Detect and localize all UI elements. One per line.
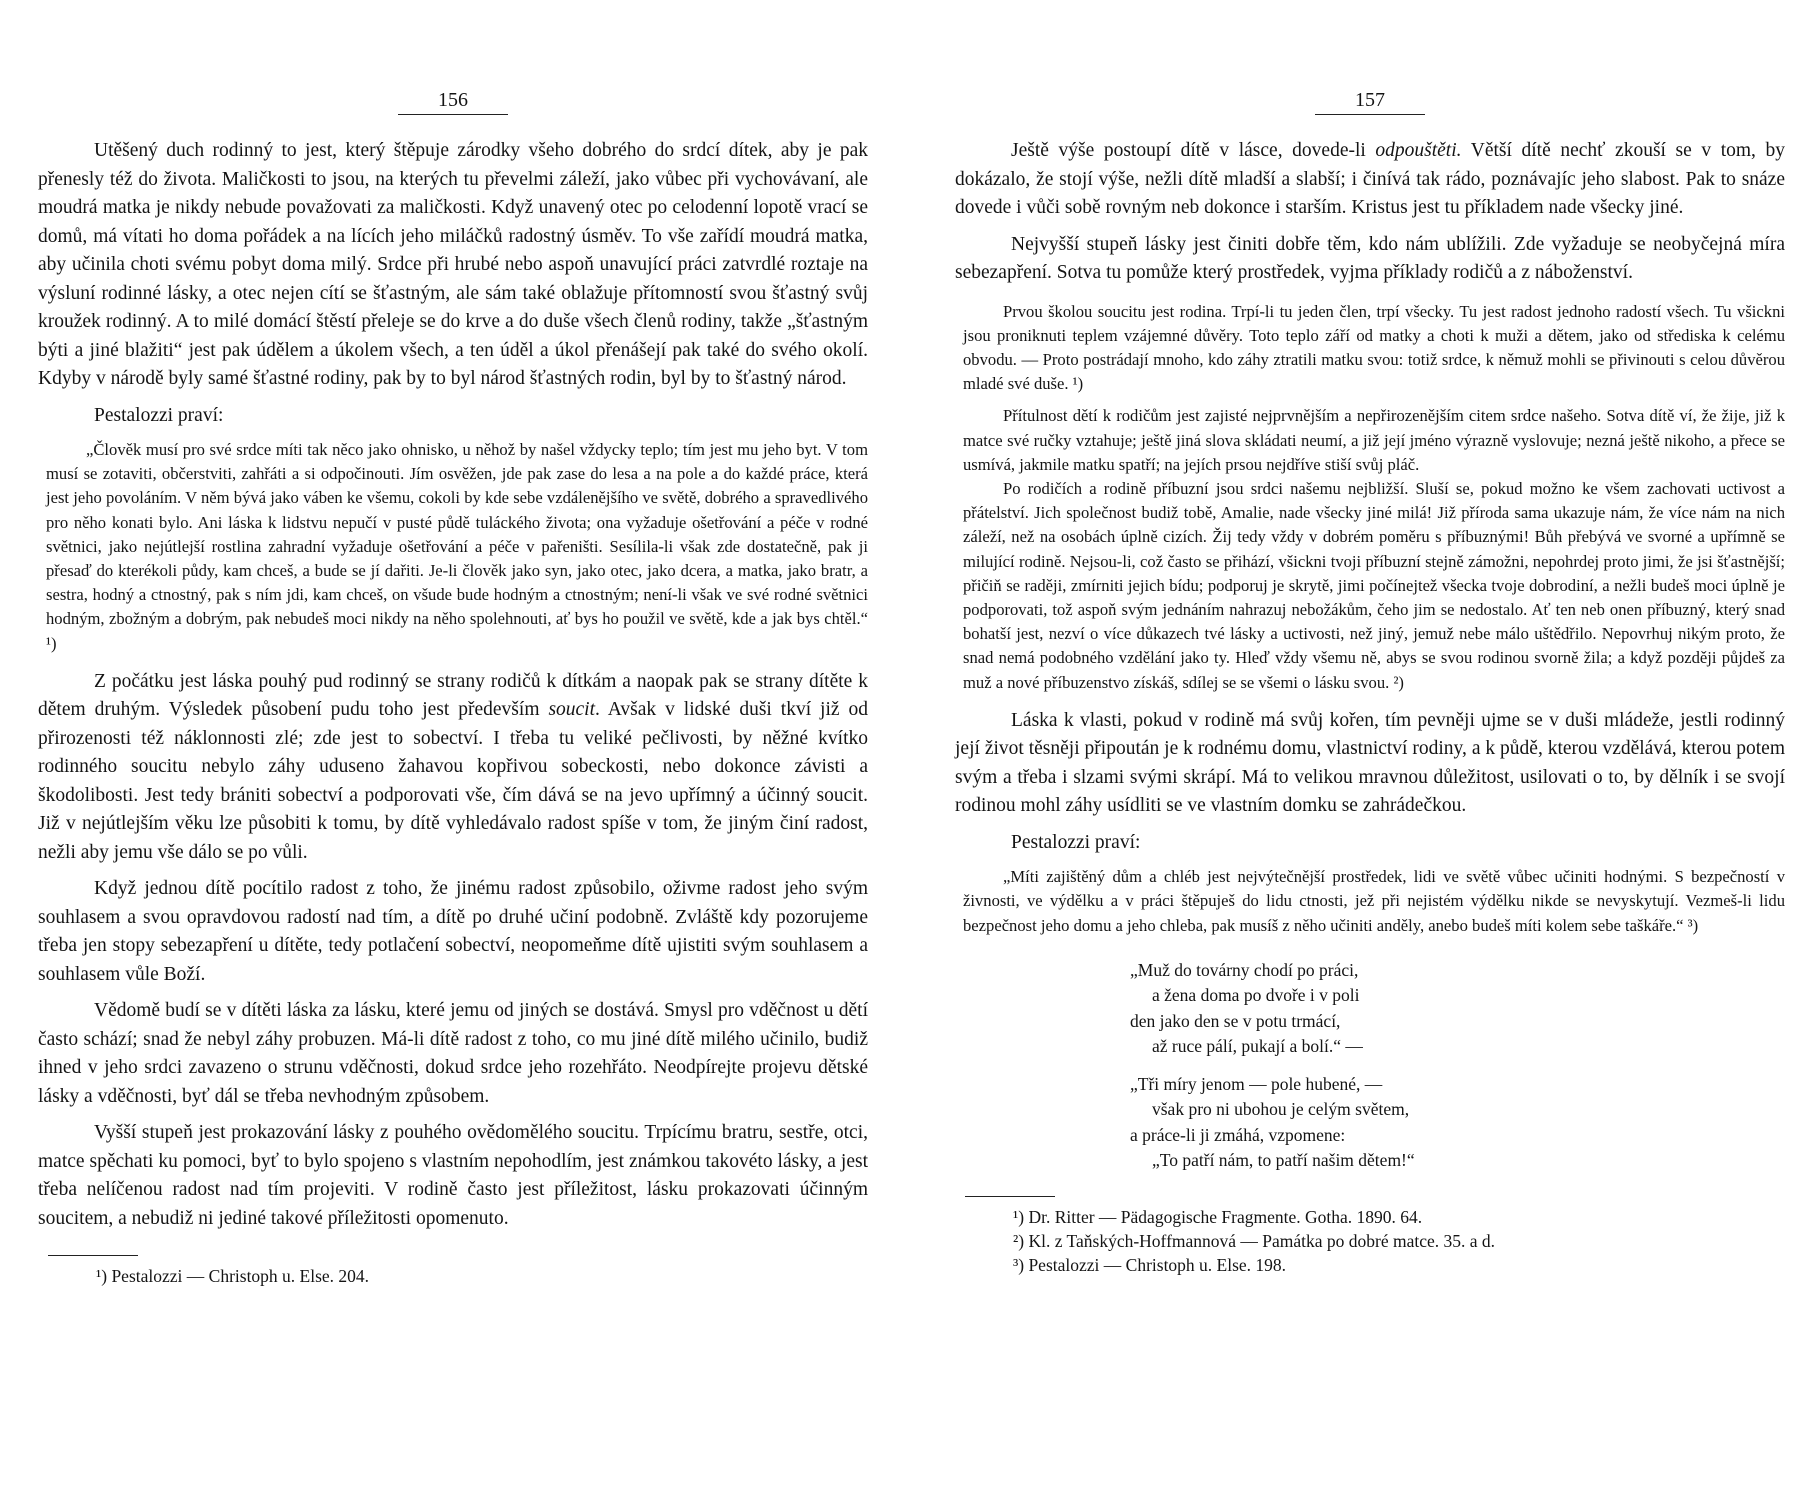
paragraph xyxy=(38,668,868,868)
left-page xyxy=(38,60,868,1480)
footnote: ¹) Pestalozzi — Christoph u. Else. 204. xyxy=(96,1266,370,1287)
block-quote: „Člověk musí pro své srdce míti tak něco jako ohnisko, u něhož by našel vždycky teplo; tím jest mu jeho byt. V tom musí se zotaviti, občerstviti, zahřáti a si odpočinouti. Jím osvěžen, jde pak zase do lesa a na pole a do každé práce, která jest jeho povoláním. V něm bývá jako váben ke všemu, cokoli by kde sebe vzdálenějšího ve světě, dobrého a spravedlivého pro něho konati bylo. Ani láska k lidstvu nepučí v pusté půdě tuláckého života; ona vyžaduje ošetřování a péče v rodné světnici, jako nejútlejší rostlina zahradní vyžaduje ošetřování a péče v pařeništi. Sesílila-li však zde dostatečně, pak ji přesaď do kterékoli půdy, kam chceš, a bude se jí dařiti. Je-li člověk jako syn, jako otec, jako dcera, a matka, jako bratr, a sestra, hodný a ctnostný, pak s ním jdi, kam chceš, on všude bude hodným a ctnostným; není-li však ve své rodné světnici hodným, zbožným a dobrým, pak nebudeš moci nikdy na něho spolehnouti, ať bys ho použil ve světě, kde a jak bys chtěl.“ ¹) xyxy=(46,440,868,653)
paragraph-text: Z počátku jest láska pouhý pud rodinný se strany rodičů k dítkám a naopak pak se strany dítěte k dětem druhým. Výsledek působení pudu toho jest především xyxy=(38,670,868,721)
footnote-rule xyxy=(965,1196,1055,1197)
footnote: ³) Pestalozzi — Christoph u. Else. 198. xyxy=(1013,1254,1287,1275)
paragraph-text: Ještě výše postoupí dítě v lásce, dovede-li xyxy=(1011,140,1376,161)
paragraph-text: . Avšak v lidské duši tkví již od přirozenosti též náklonnosti zlé; zde jest to sobectví. I třeba tu veliké pečlivosti, by něžné kvítko rodinného soucitu nebylo záhy uduseno žahavou kopřivou sobeckosti, nebo dokonce závisti a škodolibosti. Jest tedy brániti sobectví a podporovati vše, čím dává se na jevo upřímný a účinný soucit. Již v nejútlejším věku lze působiti k tomu, by dítě vyhledávalo radost spíše v tom, že jiným činí radost, nežli aby jemu vše dálo se po vůli. xyxy=(38,699,868,863)
header-rule xyxy=(398,114,508,115)
poem-line: a práce-li ji zmáhá, vzpomene: xyxy=(1130,1124,1346,1145)
block-quote: Po rodičích a rodině příbuzní jsou srdci našemu nejbližší. Sluší se, pokud možno ke všem zachovati uctivost a přátelství. Jich společnost budiž tobě, Amalie, nade všecky jiné milá! Již příroda sama ukazuje nám, že více nám na nich záleží, než na osobách úplně cizích. Žij tedy vždy v dobrém poměru s příbuznými! Bůh přebývá ve svorné a upřímně se milující rodině. Nejsou-li, což často se přihází, všickni tvoji příbuzní stejně zámožni, nepohrdej proto jimi, že jsi šťastnější; přičiň se raději, zmírniti jejich bídu; podporuj je skrytě, jimi počínejtež všecka tvoje dobrodiní, a nežli budeš moci úplně je podporovati, tož aspoň svým jednáním nahrazuj nebožákům, čeho jim se nedostalo. Ať ten neb onen příbuzný, který snad bohatší jest, nezví o více důkazech tvé lásky a uctivosti, než jiný, jemuž nebe málo uštědřilo. Nepovrhuj nikým proto, že snad nemá podobného vzdělání jako ty. Hleď vždy všemu ně, abys se svou rodinou svorně žila; a když později půjdeš za muž a nové příbuzenstvo získáš, sdílej se se všemi o lásku svou. ²) xyxy=(963,478,1785,692)
footnote: ²) Kl. z Taňských-Hoffmannová — Památka po dobré matce. 35. a d. xyxy=(1013,1230,1496,1251)
poem-line: až ruce pálí, pukají a bolí.“ — xyxy=(1152,1036,1363,1057)
paragraph: Vědomě budí se v dítěti láska za lásku, které jemu od jiných se dostává. Smysl pro vděčnost u dětí často schází; snad že nebyl záhy probuzen. Má-li dítě radost z toho, co mu jiné dítě milého učinilo, budiž ihned v jeho srdci zavazeno o strunu vděčnosti, dokud srdce jeho rozehřáto. Neodpírejte projevu dětské lásky a vděčnosti, byť dál se třeba nevhodným způsobem. xyxy=(38,1000,868,1107)
poem-line: a žena doma po dvoře i v poli xyxy=(1152,985,1360,1006)
poem-stanza xyxy=(1130,1072,1785,1174)
paragraph: Když jednou dítě pocítilo radost z toho, že jinému radost způsobilo, oživme radost jeho svým souhlasem a svou opravdovou radostí nad tím, a dítě po druhé učiní podobně. Zvláště kdy pozorujeme třeba jen stopy sebezapření u dítěte, tedy potlačení sobectví, neopomeňme dítě ujistiti svým souhlasem a souhlasem vůle Boží. xyxy=(38,878,868,985)
footnote-rule xyxy=(48,1255,138,1256)
paragraph: Nejvyšší stupeň lásky jest činiti dobře těm, kdo nám ublížili. Zde vyžaduje se neobyčejná míra sebezapření. Sotva tu pomůže který prostředek, vyjma příklady rodičů a z náboženství. xyxy=(955,233,1785,283)
poem-line: však pro ni ubohou je celým světem, xyxy=(1152,1099,1410,1120)
paragraph: Pestalozzi praví: xyxy=(94,404,224,426)
footnote: ¹) Dr. Ritter — Pädagogische Fragmente. Gotha. 1890. 64. xyxy=(1013,1206,1423,1227)
emphasis: odpouštěti. xyxy=(1375,140,1462,161)
poem-line: den jako den se v potu trmácí, xyxy=(1130,1010,1341,1031)
page-number: 156 xyxy=(438,89,468,111)
poem-line: „To patří nám, to patří našim dětem!“ xyxy=(1152,1150,1415,1171)
block-quote: Přítulnost dětí k rodičům jest zajisté nejprvnějším a nepřirozenějším citem srdce našeho. Sotva dítě ví, že žije, již k matce své ručky vztahuje; ještě jiná slova skládati neumí, a již její jméno výrazně vyslovuje; nezná ještě nikoho, a přece se usmívá, jakmile matku spatří; na jejích prsou nejdříve stiší svůj pláč. xyxy=(963,406,1785,474)
poem-line: „Muž do továrny chodí po práci, xyxy=(1130,959,1359,980)
paragraph: Láska k vlasti, pokud v rodině má svůj kořen, tím pevněji ujme se v duši mládeže, jestli rodinný její život těsněji připoután je k rodnému domu, vlastnictví rodiny, a k půdě, kterou vzdělává, kterou potem svým a třeba i slzami svými skrápí. Má to velikou mravnou důležitost, usilovati o to, by dělník i se svojí rodinou mohl záhy usídliti se ve vlastním domku se zahrádečkou. xyxy=(955,709,1785,817)
poem-stanza xyxy=(1130,958,1785,1060)
poem xyxy=(1130,958,1785,1174)
header-rule xyxy=(1315,114,1425,115)
right-page xyxy=(955,60,1785,1480)
paragraph: Pestalozzi praví: xyxy=(1011,831,1141,853)
poem-line: „Tři míry jenom — pole hubené, — xyxy=(1130,1073,1383,1094)
paragraph: Vyšší stupeň jest prokazování lásky z pouhého ovědomělého soucitu. Trpícímu bratru, sestře, otci, matce spěchati ku pomoci, byť to bylo spojeno s vlastním nepohodlím, jest známkou takovéto lásky, a jest třeba nelíčenou radost nad tím projeviti. V rodině často jest příležitost, lásku prokazovati účinným soucitem, a nebudiž ni jediné takové příležitosti opomenuto. xyxy=(38,1122,868,1229)
block-quote: „Míti zajištěný dům a chléb jest nejvýtečnější prostředek, lidi ve světě vůbec učiniti hodnými. S bezpečností v živnosti, ve výdělku a v práci štěpuješ do lidu ctnosti, jež při nejistém výdělku nikde se nevyskytují. Vezmeš-li lidu bezpečnost jeho domu a jeho chleba, pak musíš z něho učiniti anděly, anebo budeš míti kolem sebe taškáře.“ ³) xyxy=(963,867,1785,935)
paragraph xyxy=(955,137,1785,223)
paragraph-text: Větší dítě nechť zkouší se v tom, by dokázalo, že stojí výše, nežli dítě mladší a slabší; i činívá tak rádo, poznávajíc jeho slabost. Pak to snáze dovede i vůči sobě rovným neb dokonce i starším. Kristus jest tu příkladem nade všecky jiné. xyxy=(955,140,1785,218)
page-number: 157 xyxy=(1355,89,1385,111)
paragraph: Utěšený duch rodinný to jest, který štěpuje zárodky všeho dobrého do srdcí dítek, aby je pak přenesly též do života. Maličkosti to jsou, na kterých tu převelmi záleží, jako vůbec při vychovávaní, ale moudrá matka je nikdy nebude považovati za maličkosti. Když unavený otec po celodenní lopotě vrací se domů, má vítati ho doma pořádek a na lících jeho miláčků radostný úsměv. To vše zařídí moudrá matka, aby učinila choti svému pobyt doma milý. Srdce při hrubé nebo aspoň unavující práci zatvrdlé roztaje na výsluní rodinné lásky, a otec nejen cítí se šťastným, ale sám také oblažuje přítomností svou šťastný svůj kroužek rodinný. A to milé domácí štěstí přeleje se do krve a do duše všech členů rodiny, takže „šťastným býti a jiné blažiti“ jest pak údělem a úkolem všech, a ten úděl a úkol přenášejí pak také do svého okolí. Kdyby v národě byly samé šťastné rodiny, pak by to byl národ šťastných rodin, byl by to šťastný národ. xyxy=(38,140,868,389)
block-quote: Prvou školou soucitu jest rodina. Trpí-li tu jeden člen, trpí všecky. Tu jest radost jednoho radostí všech. Tu všickni jsou proniknuti teplem vzájemné důvěry. Toto teplo září od matky a choti k muži a dětem, jako od střediska k celému obvodu. — Proto postrádají mnoho, kdo záhy ztratili matku svou: totiž srdce, k němuž mohli se přivinouti s celou důvěrou mladé své duše. ¹) xyxy=(963,301,1785,394)
emphasis: soucit xyxy=(548,699,596,721)
